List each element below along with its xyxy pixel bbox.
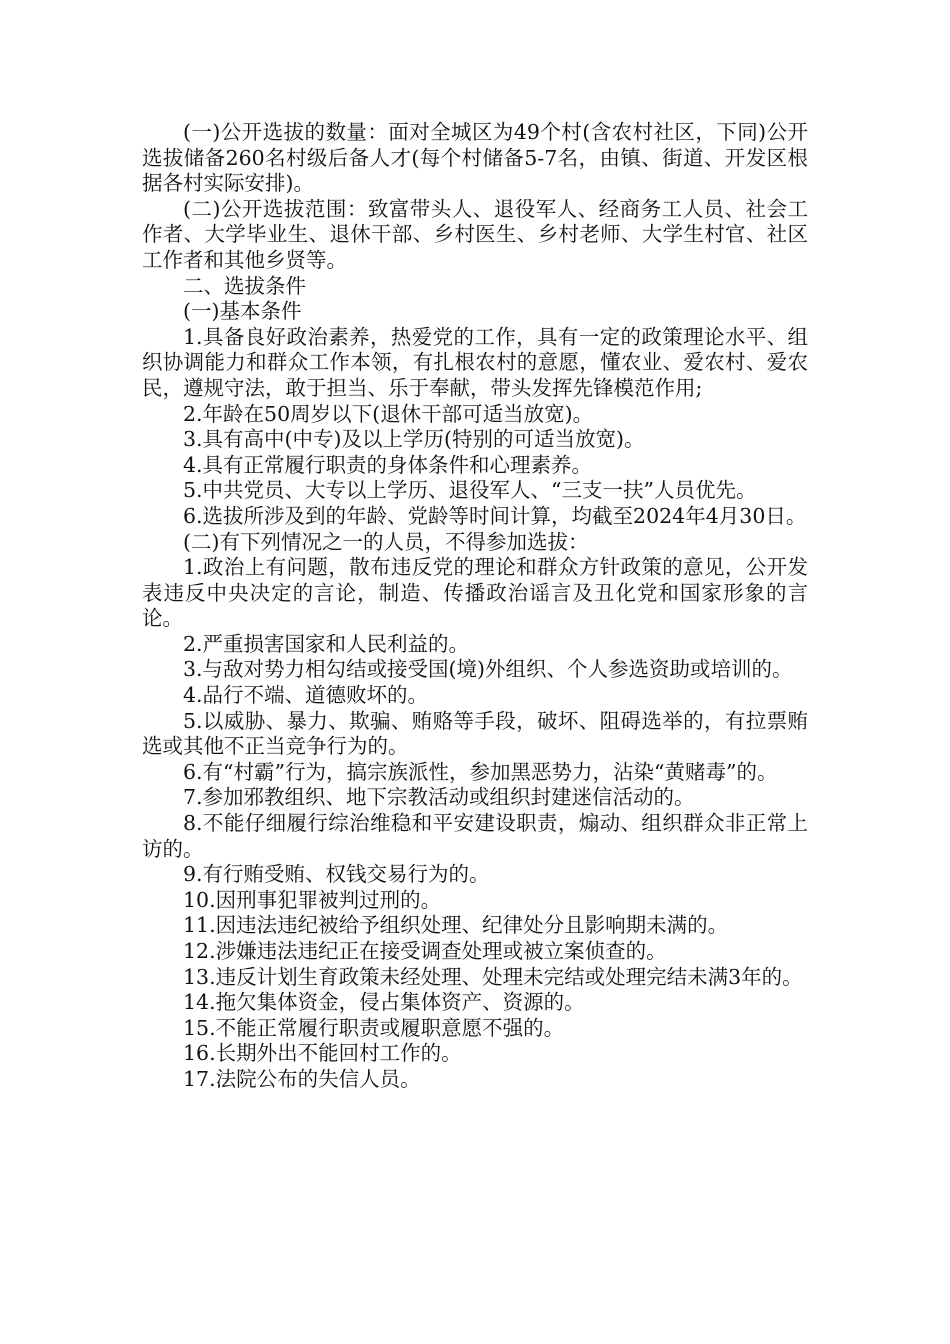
exclusion-item: 4.品行不端、道德败坏的。 <box>183 683 429 708</box>
exclusion-item: 15.不能正常履行职责或履职意愿不强的。 <box>183 1015 565 1040</box>
exclusion-item: 17.法院公布的失信人员。 <box>183 1066 421 1091</box>
exclusion-item: 8.不能仔细履行综治维稳和平安建设职责，煽动、组织群众非正常上访的。 <box>142 811 808 861</box>
exclusion-item: 10.因刑事犯罪被判过刑的。 <box>183 887 442 912</box>
paragraph-selection-scope: (二)公开选拔范围：致富带头人、退役军人、经商务工人员、社会工作者、大学毕业生、退休干部、乡村医生、乡村老师、大学生村官、社区工作者和其他乡贤等。 <box>142 196 808 272</box>
subsection-heading-basic: (一)基本条件 <box>183 299 302 324</box>
exclusion-item: 11.因违法违纪被给予组织处理、纪律处分且影响期未满的。 <box>183 913 729 938</box>
exclusion-item: 14.拖欠集体资金，侵占集体资产、资源的。 <box>183 990 585 1015</box>
document-body <box>142 120 808 1093</box>
paragraph-selection-quantity: (一)公开选拔的数量：面对全城区为49个村(含农村社区，下同)公开选拔储备260名村级后备人才(每个村储备5-7名，由镇、街道、开发区根据各村实际安排)。 <box>142 120 808 196</box>
exclusion-item: 16.长期外出不能回村工作的。 <box>183 1041 462 1066</box>
section-heading-conditions: 二、选拔条件 <box>183 273 306 298</box>
basic-condition-item: 6.选拔所涉及到的年龄、党龄等时间计算，均截至2024年4月30日。 <box>183 503 807 528</box>
subsection-heading-exclusions: (二)有下列情况之一的人员，不得参加选拔： <box>183 529 589 554</box>
basic-condition-item: 2.年龄在50周岁以下(退休干部可适当放宽)。 <box>183 401 594 426</box>
exclusion-item: 1.政治上有问题，散布违反党的理论和群众方针政策的意见，公开发表违反中央决定的言论，制造、传播政治谣言及丑化党和国家形象的言论。 <box>142 555 808 631</box>
basic-condition-item: 4.具有正常履行职责的身体条件和心理素养。 <box>183 452 593 477</box>
exclusion-item: 3.与敌对势力相勾结或接受国(境)外组织、个人参选资助或培训的。 <box>183 657 793 682</box>
exclusion-item: 12.涉嫌违法违纪正在接受调查处理或被立案侦查的。 <box>183 939 667 963</box>
basic-condition-item: 1.具备良好政治素养，热爱党的工作，具有一定的政策理论水平、组织协调能力和群众工作本领，有扎根农村的意愿，懂农业、爱农村、爱农民，遵规守法，敢于担当、乐于奉献，带头发挥先锋模范作用; <box>142 324 808 400</box>
exclusion-item: 5.以威胁、暴力、欺骗、贿赂等手段，破坏、阻碍选举的，有拉票贿选或其他不正当竞争行为的。 <box>142 708 808 759</box>
basic-condition-item: 3.具有高中(中专)及以上学历(特别的可适当放宽)。 <box>183 427 645 452</box>
basic-condition-item: 5.中共党员、大专以上学历、退役军人、“三支一扶”人员优先。 <box>183 478 757 503</box>
exclusion-item: 13.违反计划生育政策未经处理、处理未完结或处理完结未满3年的。 <box>183 964 803 989</box>
exclusion-item: 7.参加邪教组织、地下宗教活动或组织封建迷信活动的。 <box>183 785 695 810</box>
exclusion-item: 6.有“村霸”行为，搞宗族派性，参加黑恶势力，沾染“黄赌毒”的。 <box>183 759 778 784</box>
exclusion-item: 2.严重损害国家和人民利益的。 <box>183 631 470 656</box>
exclusion-item: 9.有行贿受贿、权钱交易行为的。 <box>183 862 490 887</box>
